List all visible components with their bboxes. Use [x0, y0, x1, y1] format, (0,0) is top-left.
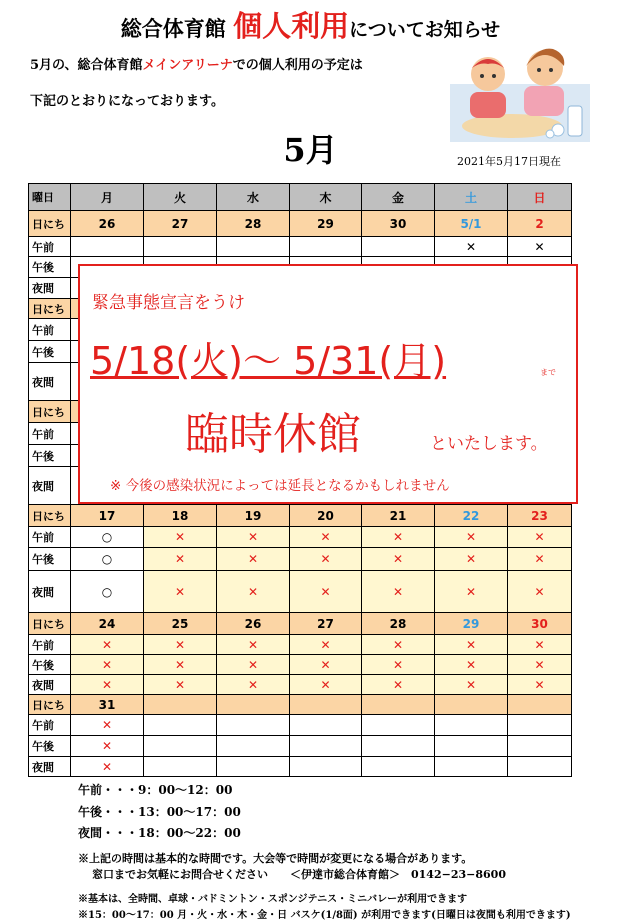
closed-mark: ✕ — [435, 675, 508, 695]
closed-mark: ✕ — [435, 655, 508, 675]
weekday-cell-sunday: 日 — [508, 184, 572, 211]
slot-row — [29, 527, 572, 548]
date-cell: 29 — [435, 613, 508, 635]
closed-mark: ✕ — [290, 635, 362, 655]
slot-row — [29, 715, 572, 736]
slot-row — [29, 635, 572, 655]
closed-mark: ✕ — [435, 548, 508, 571]
weekday-cell-saturday: 土 — [435, 184, 508, 211]
closed-mark: ✕ — [362, 675, 435, 695]
footer-note-1: ※上記の時間は基本的な時間です。大会等で時間が変更になる場合があります。 — [78, 852, 473, 865]
closed-mark: ✕ — [71, 655, 144, 675]
date-label: 日にち — [29, 401, 71, 423]
weekday-cell: 金 — [362, 184, 435, 211]
closed-mark: ✕ — [362, 635, 435, 655]
closed-mark: ✕ — [435, 527, 508, 548]
date-label: 日にち — [29, 211, 71, 237]
closed-mark: ✕ — [362, 571, 435, 613]
title-prefix: 総合体育館 — [120, 16, 234, 41]
slot-label: 午前 — [29, 635, 71, 655]
closed-mark: ✕ — [362, 548, 435, 571]
slot-label: 午前 — [29, 423, 71, 445]
closed-mark: ✕ — [362, 527, 435, 548]
closed-mark: ✕ — [435, 237, 508, 257]
footer-contact: 窓口までお気軽にお問合せください ＜伊達市総合体育館＞ 0142−23−8600 — [92, 868, 506, 881]
notice-closed-suffix: といたします。 — [430, 434, 548, 454]
date-cell: 28 — [217, 211, 290, 237]
slot-label: 午後 — [29, 548, 71, 571]
time-afternoon: 午後・・・13：00〜17：00 — [78, 805, 241, 819]
closed-mark: ✕ — [217, 571, 290, 613]
date-row — [29, 613, 572, 635]
closed-mark: ✕ — [71, 757, 144, 777]
date-cell: 19 — [217, 505, 290, 527]
date-cell: 30 — [508, 613, 572, 635]
notice-closed-heading: 臨時休館 — [185, 409, 361, 460]
slot-row — [29, 655, 572, 675]
date-cell: 26 — [217, 613, 290, 635]
date-cell: 26 — [71, 211, 144, 237]
slot-label: 午後 — [29, 655, 71, 675]
slot-label: 午前 — [29, 319, 71, 341]
available-mark: ○ — [71, 571, 144, 613]
slot-row — [29, 675, 572, 695]
weekday-header-row — [29, 184, 572, 211]
closed-mark: ✕ — [435, 571, 508, 613]
date-label: 日にち — [29, 695, 71, 715]
time-morning: 午前・・・9：00〜12：00 — [78, 783, 233, 797]
closed-mark: ✕ — [290, 548, 362, 571]
notice-title — [0, 4, 621, 45]
closed-mark: ✕ — [71, 635, 144, 655]
temporary-closure-notice — [78, 264, 578, 504]
intro-venue: メインアリーナ — [142, 58, 233, 73]
date-cell: 17 — [71, 505, 144, 527]
slot-label: 午前 — [29, 237, 71, 257]
closed-mark: ✕ — [217, 635, 290, 655]
available-mark: ○ — [71, 548, 144, 571]
date-cell: 22 — [435, 505, 508, 527]
date-label: 日にち — [29, 299, 71, 319]
month-heading: 5月 — [283, 131, 338, 169]
date-row — [29, 211, 572, 237]
closed-mark: ✕ — [71, 715, 144, 736]
date-cell: 31 — [71, 695, 144, 715]
date-label: 日にち — [29, 505, 71, 527]
slot-row — [29, 237, 572, 257]
closed-mark: ✕ — [508, 571, 572, 613]
closed-mark: ✕ — [144, 571, 217, 613]
date-label: 日にち — [29, 613, 71, 635]
date-cell: 25 — [144, 613, 217, 635]
date-cell: 21 — [362, 505, 435, 527]
slot-row — [29, 736, 572, 757]
date-cell: 24 — [71, 613, 144, 635]
date-cell: 29 — [290, 211, 362, 237]
notice-made: まで — [540, 368, 556, 377]
slot-label: 午前 — [29, 715, 71, 736]
intro-text: 5月の、総合体育館 — [30, 58, 143, 73]
slot-label: 午前 — [29, 527, 71, 548]
closed-mark: ✕ — [217, 548, 290, 571]
closed-mark: ✕ — [217, 527, 290, 548]
closed-mark: ✕ — [508, 527, 572, 548]
date-row — [29, 695, 572, 715]
closed-mark: ✕ — [144, 527, 217, 548]
date-row — [29, 505, 572, 527]
closed-mark: ✕ — [71, 736, 144, 757]
closed-mark: ✕ — [290, 527, 362, 548]
intro-line-2: 下記のとおりになっております。 — [30, 94, 224, 109]
title-suffix: についてお知らせ — [349, 19, 501, 41]
weekday-cell: 火 — [144, 184, 217, 211]
slot-label: 午後 — [29, 257, 71, 278]
notice-extension-note: ※ 今後の感染状況によっては延長となるかもしれません — [110, 478, 450, 494]
notice-emergency-line: 緊急事態宣言をうけ — [92, 293, 245, 313]
slot-label: 夜間 — [29, 571, 71, 613]
slot-label: 夜間 — [29, 363, 71, 401]
slot-label: 午後 — [29, 736, 71, 757]
date-cell: 5/1 — [435, 211, 508, 237]
closed-mark: ✕ — [144, 655, 217, 675]
title-highlight: 個人利用 — [233, 9, 350, 43]
closed-mark: ✕ — [71, 675, 144, 695]
slot-label: 夜間 — [29, 675, 71, 695]
closed-mark: ✕ — [508, 655, 572, 675]
time-night: 夜間・・・18：00〜22：00 — [78, 826, 241, 840]
closed-mark: ✕ — [508, 548, 572, 571]
closed-mark: ✕ — [217, 675, 290, 695]
closed-mark: ✕ — [217, 655, 290, 675]
closed-mark: ✕ — [362, 655, 435, 675]
date-cell: 30 — [362, 211, 435, 237]
weekday-cell: 木 — [290, 184, 362, 211]
closed-mark: ✕ — [290, 571, 362, 613]
notice-closure-period: 5/18(火)〜 5/31(月) — [90, 339, 447, 383]
as-of-date: 2021年5月17日現在 — [457, 155, 561, 168]
footer-note-3: ※15：00〜17：00 月・火・水・木・金・日 バスケ(1/8面) が利用できます(日曜日は夜間も利用できます) — [78, 910, 571, 921]
date-cell: 20 — [290, 505, 362, 527]
slot-row — [29, 571, 572, 613]
slot-label: 午後 — [29, 341, 71, 363]
date-cell: 2 — [508, 211, 572, 237]
closed-mark: ✕ — [508, 237, 572, 257]
closed-mark: ✕ — [508, 675, 572, 695]
closed-mark: ✕ — [144, 548, 217, 571]
slot-row — [29, 548, 572, 571]
available-mark: ○ — [71, 527, 144, 548]
slot-label: 午後 — [29, 445, 71, 467]
closed-mark: ✕ — [144, 635, 217, 655]
date-cell: 27 — [144, 211, 217, 237]
intro-line-1 — [30, 54, 363, 73]
intro-text: での個人利用の予定は — [232, 58, 363, 73]
closed-mark: ✕ — [508, 635, 572, 655]
weekday-cell: 水 — [217, 184, 290, 211]
date-cell: 23 — [508, 505, 572, 527]
closed-mark: ✕ — [290, 655, 362, 675]
slot-label: 夜間 — [29, 467, 71, 505]
date-cell: 27 — [290, 613, 362, 635]
closed-mark: ✕ — [290, 675, 362, 695]
weekday-header-label: 曜日 — [29, 184, 71, 211]
date-cell: 28 — [362, 613, 435, 635]
slot-label: 夜間 — [29, 278, 71, 299]
footer-note-2: ※基本は、全時間、卓球・バドミントン・スポンジテニス・ミニバレーが利用できます — [78, 894, 468, 905]
closed-mark: ✕ — [435, 635, 508, 655]
closed-mark: ✕ — [144, 675, 217, 695]
slot-label: 夜間 — [29, 757, 71, 777]
weekday-cell: 月 — [71, 184, 144, 211]
slot-row — [29, 757, 572, 777]
date-cell: 18 — [144, 505, 217, 527]
